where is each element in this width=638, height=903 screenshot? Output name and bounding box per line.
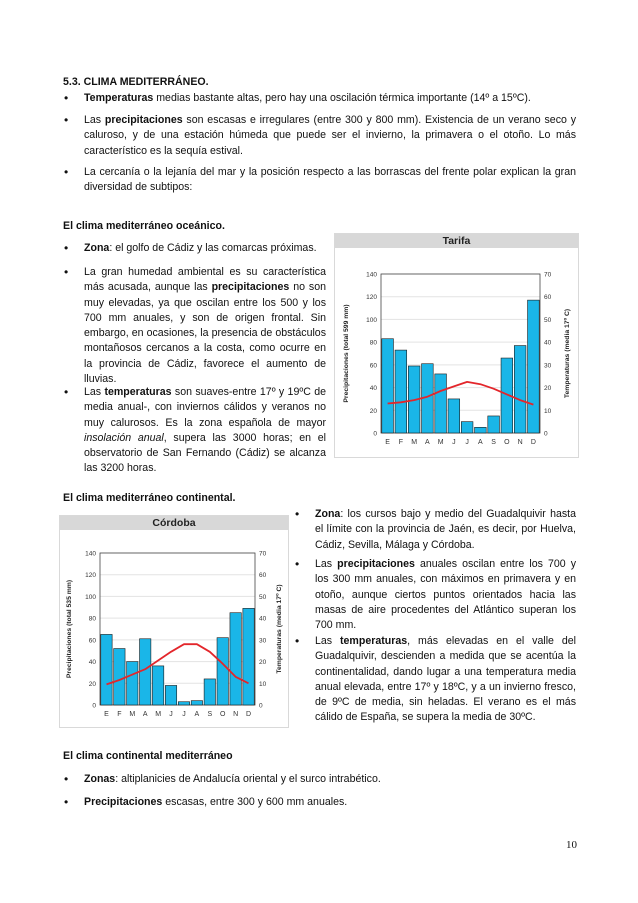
bold-term: precipitaciones [104,114,183,126]
y-tick-label: 60 [88,637,96,645]
oceanico-zona [84,241,326,256]
y-tick-label: 0 [92,702,96,710]
precip-bar [243,608,254,705]
oceanico-title: El clima mediterráneo oceánico. [63,220,225,232]
precip-bar [140,639,151,705]
text-run: La cercanía o la lejanía del mar y la posición respecto a las borrascas del frente polar explican la gran diversidad de subtipos: [84,166,576,194]
bullet-dot: • [64,265,69,279]
y2-tick-label: 50 [544,316,552,324]
y-tick-label: 0 [373,430,377,438]
oceanico-humedad [84,265,326,387]
precip-bar [435,374,447,433]
y2-tick-label: 60 [259,572,267,580]
precip-bar [514,346,526,433]
tarifa-chart-svg [335,234,578,457]
x-tick-label: M [437,439,444,446]
y-tick-label: 140 [366,271,377,279]
precip-bar [114,649,125,705]
text-run: no son muy elevadas, ya que oscilan entre los 500 y los 700 mm anuales, y son de origen frontal. Sin embargo, en ocasiones, la presencia de obstáculos montañosos cercanos a la costa, como ocurre en la provincia de Cádiz, favorece el aumento de lluvias. [84,281,326,386]
bullet-dot: • [295,507,300,521]
precip-bar [461,422,473,433]
x-tick-label: M [129,711,136,718]
continental-title: El clima mediterráneo continental. [63,492,236,504]
text-run: Las [84,386,105,398]
text-run: , supera las 3000 horas; en el observatorio de San Fernando (Cádiz) se alcanza las 3200 horas. [84,431,327,475]
precip-bar [528,300,540,433]
precip-bar [488,416,500,433]
bullet-dot: • [64,91,69,105]
cont-med-zonas [84,772,576,787]
cordoba-chart-svg [60,516,288,727]
text-run: , más elevadas en el valle del Guadalquivir, descienden a medida que se acentúa la continentalidad, dando lugar a una temperatura media anual elevada, entre 17º y 18ºC, y a un invierno fresco, de 9ºC de media, sin heladas. El verano es el más cálido de España, se supera la media de 30ºC. [315,635,576,724]
precip-bar [395,350,407,433]
y2-tick-label: 30 [259,637,267,645]
x-tick-label: O [219,711,226,718]
tarifa-climograph [334,233,579,458]
text-run: medias bastante altas, pero hay una oscilación térmica importante (14º a 15ºC). [153,92,531,104]
x-tick-label: S [207,711,213,718]
chart-title: Tarifa [442,235,471,247]
text-run: son escasas e irregulares (entre 300 y 800 mm). Existencia de un verano seco y caluroso, y de una estación húmeda que puede ser el invierno, la primavera o el otoño. Lo más característico es la sequía estival. [84,114,576,157]
y-tick-label: 20 [88,680,96,688]
y2-tick-label: 70 [544,271,552,279]
y-tick-label: 120 [366,294,377,302]
x-tick-label: M [155,711,162,718]
bold-term: temperaturas [104,386,172,398]
y2-axis-label: Temperaturas (media 17º C) [276,584,283,674]
bold-term: Temperaturas [84,92,154,104]
precip-bar [448,399,460,433]
y2-tick-label: 60 [544,294,552,302]
precip-bar [230,613,241,705]
precip-bar [217,638,228,705]
x-tick-label: A [194,711,200,718]
text-run: : el golfo de Cádiz y las comarcas próximas. [109,242,317,254]
y2-tick-label: 0 [544,430,548,438]
cont-med-title: El clima continental mediterráneo [63,750,233,762]
text-run: Las [84,114,105,126]
y-tick-label: 80 [369,339,377,347]
y2-tick-label: 40 [544,339,552,347]
y2-tick-label: 70 [259,550,267,558]
y-tick-label: 60 [369,362,377,370]
y-tick-label: 100 [85,593,96,601]
intro-item-subtipos [84,165,576,196]
y-tick-label: 40 [369,385,377,393]
precip-bar [165,685,176,705]
x-tick-label: M [411,439,418,446]
bold-term: Zonas [84,773,116,785]
bold-term: Zona [315,508,341,520]
x-tick-label: E [385,439,390,446]
x-tick-label: S [491,439,496,446]
y2-tick-label: 10 [544,407,552,415]
section-title: 5.3. CLIMA MEDITERRÁNEO. [63,76,209,88]
x-tick-label: J [169,711,173,718]
bold-term: precipitaciones [211,281,290,294]
y-tick-label: 20 [369,407,377,415]
x-tick-label: E [104,711,109,718]
continental-zona [315,507,576,553]
y2-axis-label: Temperaturas (media 17º C) [564,308,571,399]
text-run: escasas, entre 300 y 600 mm anuales. [162,796,348,808]
precip-bar [204,679,215,705]
x-tick-label: A [142,711,148,718]
text-run: : altiplanicies de Andalucía oriental y el surco intrabético. [115,773,381,785]
oceanico-temperaturas [84,385,326,477]
y-axis-label: Precipitaciones (total 599 mm) [343,304,350,403]
continental-precipitaciones [315,557,576,633]
bold-term: temperaturas [340,635,408,647]
x-tick-label: F [117,711,122,718]
y-tick-label: 40 [88,659,96,667]
precip-bar [191,701,202,705]
italic-term: insolación anual [84,431,164,444]
bullet-dot: • [64,241,69,255]
bullet-dot: • [64,385,69,399]
text-run: son suaves-entre 17º y 19ºC de media anual-, con inviernos cálidos y veranos no muy calurosos. Es la zona española de mayor [84,386,326,429]
x-tick-label: N [517,439,523,446]
x-tick-label: N [233,711,239,718]
bold-term: Precipitaciones [84,796,163,808]
y-tick-label: 80 [88,615,96,623]
bold-term: Zona [84,242,110,254]
chart-title: Córdoba [152,517,196,529]
x-tick-label: J [465,439,469,446]
bold-term: precipitaciones [337,558,415,570]
x-tick-label: D [530,439,536,446]
precip-bar [127,662,138,705]
text-run: anuales oscilan entre los 700 y los 300 mm anuales, con máximos en primavera y en otoño, aunque ciertos puntos orientados hacia las masas de aire procedentes del Atlántico superan los 700 mm. [315,558,577,632]
precip-bar [178,702,189,705]
page-number: 10 [566,839,577,851]
bullet-dot: • [64,113,69,127]
y-tick-label: 140 [85,550,96,558]
x-tick-label: O [504,439,510,446]
cont-med-precipitaciones [84,795,576,810]
precip-bar [152,666,163,705]
text-run: Las [315,635,341,647]
intro-item-temperaturas [84,91,576,106]
continental-temperaturas [315,634,576,726]
y2-tick-label: 40 [259,615,267,623]
y2-tick-label: 30 [544,362,552,370]
precip-bar [101,634,112,705]
bullet-dot: • [64,772,69,786]
bullet-dot: • [64,165,69,179]
y-axis-label: Precipitaciones (total 535 mm) [66,579,73,679]
bullet-dot: • [64,795,69,809]
y2-tick-label: 50 [259,593,267,601]
text-run: Las [315,558,338,570]
y-tick-label: 100 [366,316,377,324]
x-tick-label: D [246,711,252,718]
x-tick-label: F [398,439,404,446]
x-tick-label: A [425,439,430,446]
y2-tick-label: 0 [259,702,263,710]
precip-bar [475,427,487,433]
bullet-dot: • [295,634,300,648]
y2-tick-label: 20 [544,385,552,393]
bullet-dot: • [295,557,300,571]
text-run: : los cursos bajo y medio del Guadalquivir hasta el límite con la provincia de Jaén, es decir, por Huelva, Cádiz, Sevilla, Málaga y Córdoba. [315,508,576,551]
x-tick-label: A [478,439,483,446]
x-tick-label: J [182,711,186,718]
y-tick-label: 120 [85,572,96,580]
x-tick-label: J [452,439,456,446]
text-run: La gran humedad ambiental es su característica más acusada, aunque las [84,266,326,294]
intro-item-precipitaciones [84,113,576,159]
y2-tick-label: 20 [259,659,267,667]
precip-bar [382,339,394,433]
cordoba-climograph [59,515,289,728]
y2-tick-label: 10 [259,680,267,688]
